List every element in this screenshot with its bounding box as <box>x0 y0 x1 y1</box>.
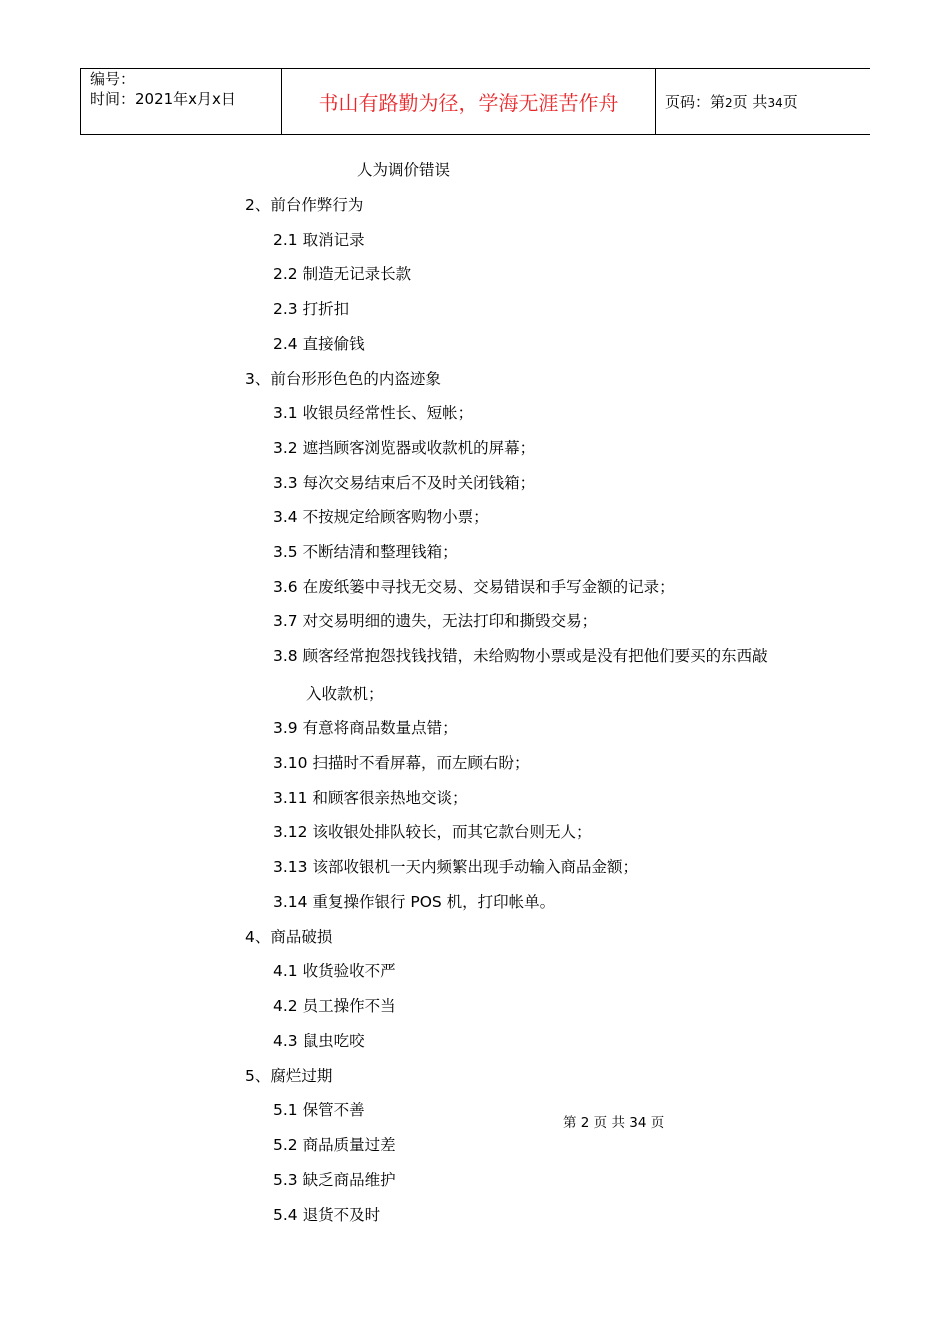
list-item: 4.2 员工操作不当 <box>273 997 396 1015</box>
list-item: 3.2 遮挡顾客浏览器或收款机的屏幕； <box>273 439 536 457</box>
section-heading-4: 4、商品破损 <box>245 928 333 946</box>
list-item: 3.3 每次交易结束后不及时关闭钱箱； <box>273 474 536 492</box>
list-item: 3.6 在废纸篓中寻找无交易、交易错误和手写金额的记录； <box>273 578 675 596</box>
section-heading-2: 2、前台作弊行为 <box>245 196 364 214</box>
list-item: 3.14 重复操作银行 POS 机，打印帐单。 <box>273 893 556 911</box>
motto: 书山有路勤为径，学海无涯苦作舟 <box>318 91 619 115</box>
list-item: 5.4 退货不及时 <box>273 1206 381 1224</box>
list-item: 3.7 对交易明细的遗失，无法打印和撕毁交易； <box>273 612 598 630</box>
list-item: 4.1 收货验收不严 <box>273 962 396 980</box>
list-item: 5.2 商品质量过差 <box>273 1136 396 1154</box>
list-item: 2.4 直接偷钱 <box>273 335 365 353</box>
page-code-prefix: 页码：第 <box>665 93 726 111</box>
serial-number-label: 编号： <box>90 70 136 88</box>
page-code-middle: 页 共 <box>732 93 768 111</box>
list-item: 3.4 不按规定给顾客购物小票； <box>273 508 489 526</box>
header-page-cell <box>656 69 871 134</box>
section-heading-3: 3、前台形形色色的内盗迹象 <box>245 370 441 388</box>
header-meta-cell <box>81 69 282 134</box>
page-code <box>665 93 798 112</box>
list-item: 2.1 取消记录 <box>273 231 365 249</box>
page-code-current: 2 <box>725 96 733 110</box>
list-item: 5.1 保管不善 <box>273 1101 365 1119</box>
list-item: 3.10 扫描时不看屏幕，而左顾右盼； <box>273 754 530 772</box>
list-item: 3.5 不断结清和整理钱箱； <box>273 543 458 561</box>
time-label: 时间：2021年x月x日 <box>90 90 236 108</box>
list-item: 3.11 和顾客很亲热地交谈； <box>273 789 468 807</box>
page-code-total: 34 <box>767 96 783 110</box>
list-item: 2.3 打折扣 <box>273 300 350 318</box>
list-item-continuation: 入收款机； <box>306 685 384 703</box>
list-item: 3.9 有意将商品数量点错； <box>273 719 458 737</box>
page-footer: 第 2 页 共 34 页 <box>563 1115 665 1131</box>
list-item: 3.12 该收银处排队较长，而其它款台则无人； <box>273 823 592 841</box>
list-item: 3.8 顾客经常抱怨找钱找错，未给购物小票或是没有把他们要买的东西敲 <box>273 647 768 665</box>
text-line-continuation: 人为调价错误 <box>357 161 451 179</box>
list-item: 5.3 缺乏商品维护 <box>273 1171 396 1189</box>
page-code-suffix: 页 <box>782 93 798 111</box>
list-item: 3.1 收银员经常性长、短帐； <box>273 404 474 422</box>
list-item: 4.3 鼠虫吃咬 <box>273 1032 365 1050</box>
list-item: 3.13 该部收银机一天内频繁出现手动输入商品金额； <box>273 858 638 876</box>
section-heading-5: 5、腐烂过期 <box>245 1067 333 1085</box>
header-table <box>80 68 870 135</box>
header-motto-cell <box>282 69 656 134</box>
list-item: 2.2 制造无记录长款 <box>273 265 412 283</box>
